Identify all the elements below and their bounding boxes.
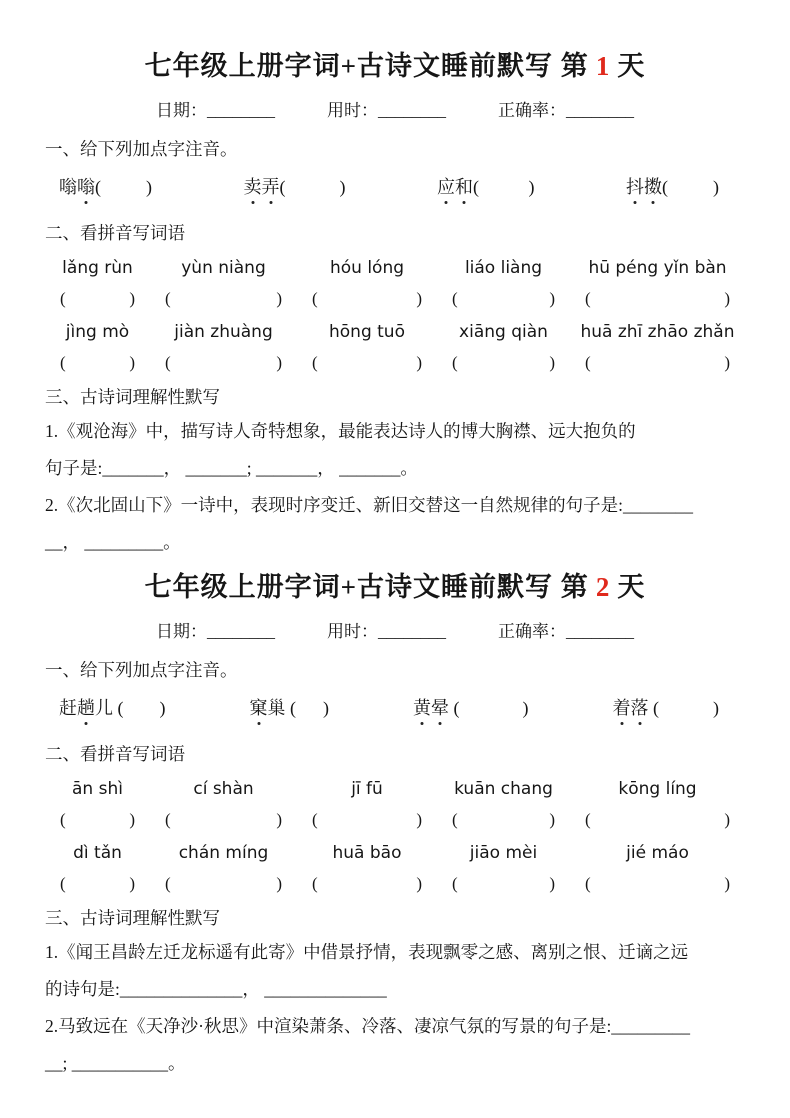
paren-close: )	[276, 353, 282, 372]
section-heading-dictation: 三、古诗词理解性默写	[45, 387, 220, 407]
paren-open: (	[165, 353, 171, 372]
question-line: 1.《观沧海》中，描写诗人奇特想象，最能表达诗人的博大胸襟、远大抱负的	[45, 421, 636, 441]
title-day-number: 2	[595, 572, 611, 602]
dictation-questions	[45, 934, 745, 1082]
zhuyin-char: 嗡	[59, 177, 77, 197]
zhuyin-word-row	[45, 163, 745, 209]
paren-close: )	[724, 874, 730, 893]
section-heading-zhuyin: 一、给下列加点字注音。	[45, 139, 238, 159]
answer-blank-parens: ( )	[285, 698, 329, 718]
pinyin-row	[45, 779, 745, 799]
answer-blank-parens: ( )	[449, 698, 529, 718]
paren-close: )	[276, 874, 282, 893]
paren-open: (	[165, 874, 171, 893]
pinyin-word: xiāng qiàn	[459, 322, 548, 342]
date-field	[156, 96, 275, 121]
date-label: 日期：	[156, 101, 207, 120]
title-suffix: 天	[617, 51, 646, 81]
paren-close: )	[549, 353, 555, 372]
answer-paren-row	[45, 810, 745, 830]
paren-open: (	[452, 289, 458, 308]
title-suffix: 天	[617, 572, 646, 602]
worksheet-day-2	[45, 565, 745, 1082]
pinyin-word: dì tǎn	[73, 843, 122, 863]
pinyin-word: jī fū	[351, 779, 383, 799]
paren-open: (	[312, 810, 318, 829]
answer-blank-parens	[297, 289, 437, 309]
question-line: __; ___________。	[45, 1053, 186, 1073]
paren-close: )	[416, 353, 422, 372]
zhuyin-char: 趟	[77, 694, 95, 720]
time-used-field	[327, 96, 446, 121]
accuracy-blank: ________	[566, 622, 634, 641]
answer-blank-parens: ( )	[648, 698, 719, 718]
paren-close: )	[416, 874, 422, 893]
pinyin-word: cí shàn	[193, 779, 254, 799]
time-used-blank: ________	[378, 101, 446, 120]
answer-blank-parens	[570, 289, 745, 309]
paren-close: )	[549, 874, 555, 893]
paren-open: (	[312, 874, 318, 893]
zhuyin-char: 擞	[644, 173, 662, 199]
answer-blank-parens	[297, 874, 437, 894]
paren-open: (	[585, 353, 591, 372]
accuracy-field	[498, 617, 634, 642]
answer-blank-parens	[570, 353, 745, 373]
paren-close: )	[724, 810, 730, 829]
answer-paren-row	[45, 353, 745, 373]
dictation-questions	[45, 413, 745, 561]
section-heading-pinyin: 二、看拼音写词语	[45, 223, 185, 243]
paren-open: (	[60, 353, 66, 372]
paren-close: )	[129, 353, 135, 372]
zhuyin-char: 卖	[244, 173, 262, 199]
zhuyin-char: 抖	[626, 173, 644, 199]
paren-close: )	[129, 874, 135, 893]
answer-blank-parens	[297, 353, 437, 373]
date-field	[156, 617, 275, 642]
zhuyin-char: 黄	[413, 694, 431, 720]
answer-blank-parens	[45, 810, 150, 830]
accuracy-blank: ________	[566, 101, 634, 120]
paren-open: (	[312, 353, 318, 372]
page-title	[45, 565, 745, 604]
zhuyin-char: 着	[613, 694, 631, 720]
pinyin-word: hóu lóng	[329, 258, 405, 278]
answer-blank-parens	[150, 353, 297, 373]
meta-row	[45, 96, 745, 121]
paren-close: )	[129, 810, 135, 829]
paren-open: (	[585, 810, 591, 829]
paren-open: (	[585, 874, 591, 893]
answer-paren-row	[45, 874, 745, 894]
date-blank: ________	[207, 101, 275, 120]
zhuyin-word-row	[45, 684, 745, 730]
pinyin-word: yùn niàng	[181, 258, 266, 278]
accuracy-label: 正确率：	[498, 622, 566, 641]
answer-blank-parens	[570, 810, 745, 830]
zhuyin-char: 赶	[59, 698, 77, 718]
pinyin-word: huā zhī zhāo zhǎn	[580, 322, 735, 342]
zhuyin-word	[250, 694, 330, 720]
time-used-label: 用时：	[327, 622, 378, 641]
paren-close: )	[549, 289, 555, 308]
zhuyin-word	[437, 173, 535, 199]
zhuyin-word	[413, 694, 529, 720]
question-line: 1.《闻王昌龄左迁龙标遥有此寄》中借景抒情，表现飘零之感、离别之恨、迁谪之远	[45, 942, 689, 962]
paren-open: (	[312, 289, 318, 308]
worksheet-day-1	[45, 44, 745, 561]
date-label: 日期：	[156, 622, 207, 641]
answer-blank-parens	[297, 810, 437, 830]
answer-blank-parens	[570, 874, 745, 894]
answer-blank-parens	[45, 353, 150, 373]
zhuyin-word	[59, 694, 166, 720]
pinyin-row	[45, 843, 745, 863]
pinyin-word: hū péng yǐn bàn	[588, 258, 727, 278]
paren-close: )	[549, 810, 555, 829]
paren-open: (	[452, 810, 458, 829]
paren-close: )	[416, 289, 422, 308]
pinyin-word: ān shì	[72, 779, 123, 799]
paren-open: (	[60, 810, 66, 829]
pinyin-word: huā bāo	[332, 843, 402, 863]
accuracy-label: 正确率：	[498, 101, 566, 120]
zhuyin-char: 弄	[262, 173, 280, 199]
section-heading-pinyin: 二、看拼音写词语	[45, 744, 185, 764]
answer-blank-parens	[45, 874, 150, 894]
paren-open: (	[165, 810, 171, 829]
question-line: 句子是:_______， _______; _______， _______。	[45, 458, 418, 478]
time-used-field	[327, 617, 446, 642]
paren-open: (	[585, 289, 591, 308]
answer-blank-parens	[437, 289, 570, 309]
zhuyin-char: 嗡	[77, 173, 95, 199]
paren-close: )	[416, 810, 422, 829]
paren-open: (	[60, 289, 66, 308]
zhuyin-char: 窠	[250, 694, 268, 720]
pinyin-word: lǎng rùn	[62, 258, 133, 278]
paren-close: )	[276, 289, 282, 308]
answer-blank-parens	[150, 810, 297, 830]
zhuyin-char: 巢	[267, 698, 286, 718]
question-line: 的诗句是:______________， ______________	[45, 979, 387, 999]
answer-blank-parens	[437, 810, 570, 830]
paren-close: )	[724, 353, 730, 372]
page-title	[45, 44, 745, 83]
zhuyin-word	[59, 173, 152, 199]
pinyin-word: hōng tuō	[329, 322, 405, 342]
pinyin-word: kōng líng	[618, 779, 697, 799]
pinyin-row	[45, 322, 745, 342]
paren-open: (	[452, 353, 458, 372]
answer-blank-parens	[437, 353, 570, 373]
paren-close: )	[276, 810, 282, 829]
paren-open: (	[60, 874, 66, 893]
zhuyin-char: 儿	[95, 698, 113, 718]
zhuyin-char: 落	[631, 694, 649, 720]
date-blank: ________	[207, 622, 275, 641]
paren-close: )	[129, 289, 135, 308]
accuracy-field	[498, 96, 634, 121]
paren-close: )	[724, 289, 730, 308]
question-line: 2.马致远在《天净沙·秋思》中渲染萧条、冷落、凄凉气氛的写景的句子是:_________	[45, 1016, 691, 1036]
answer-blank-parens: ( )	[113, 698, 166, 718]
pinyin-word: chán míng	[178, 843, 269, 863]
answer-blank-parens: ( )	[473, 177, 535, 197]
question-line: 2.《次北固山下》一诗中，表现时序变迁、新旧交替这一自然规律的句子是:________	[45, 495, 693, 515]
title-prefix: 七年级上册字词+古诗文睡前默写 第	[144, 572, 589, 602]
meta-row	[45, 617, 745, 642]
answer-blank-parens	[437, 874, 570, 894]
answer-blank-parens: ( )	[662, 177, 719, 197]
pinyin-word: kuān chang	[454, 779, 553, 799]
pinyin-row	[45, 258, 745, 278]
pinyin-block	[45, 258, 745, 373]
zhuyin-char: 和	[455, 173, 473, 199]
answer-blank-parens: ( )	[279, 177, 346, 197]
pinyin-word: jìng mò	[65, 322, 130, 342]
time-used-blank: ________	[378, 622, 446, 641]
pinyin-block	[45, 779, 745, 894]
section-heading-zhuyin: 一、给下列加点字注音。	[45, 660, 238, 680]
paren-open: (	[452, 874, 458, 893]
zhuyin-word	[626, 173, 719, 199]
answer-blank-parens	[150, 289, 297, 309]
section-heading-dictation: 三、古诗词理解性默写	[45, 908, 220, 928]
question-line: __， _________。	[45, 532, 181, 552]
answer-blank-parens	[45, 289, 150, 309]
title-prefix: 七年级上册字词+古诗文睡前默写 第	[144, 51, 589, 81]
answer-blank-parens	[150, 874, 297, 894]
answer-blank-parens: ( )	[95, 177, 152, 197]
paren-open: (	[165, 289, 171, 308]
title-day-number: 1	[595, 51, 611, 81]
pinyin-word: jié máo	[626, 843, 689, 863]
zhuyin-word	[244, 173, 346, 199]
pinyin-word: jiàn zhuàng	[174, 322, 273, 342]
answer-paren-row	[45, 289, 745, 309]
pinyin-word: liáo liàng	[464, 258, 543, 278]
zhuyin-char: 应	[437, 173, 455, 199]
zhuyin-word	[613, 694, 720, 720]
pinyin-word: jiāo mèi	[469, 843, 538, 863]
zhuyin-char: 晕	[431, 694, 449, 720]
time-used-label: 用时：	[327, 101, 378, 120]
